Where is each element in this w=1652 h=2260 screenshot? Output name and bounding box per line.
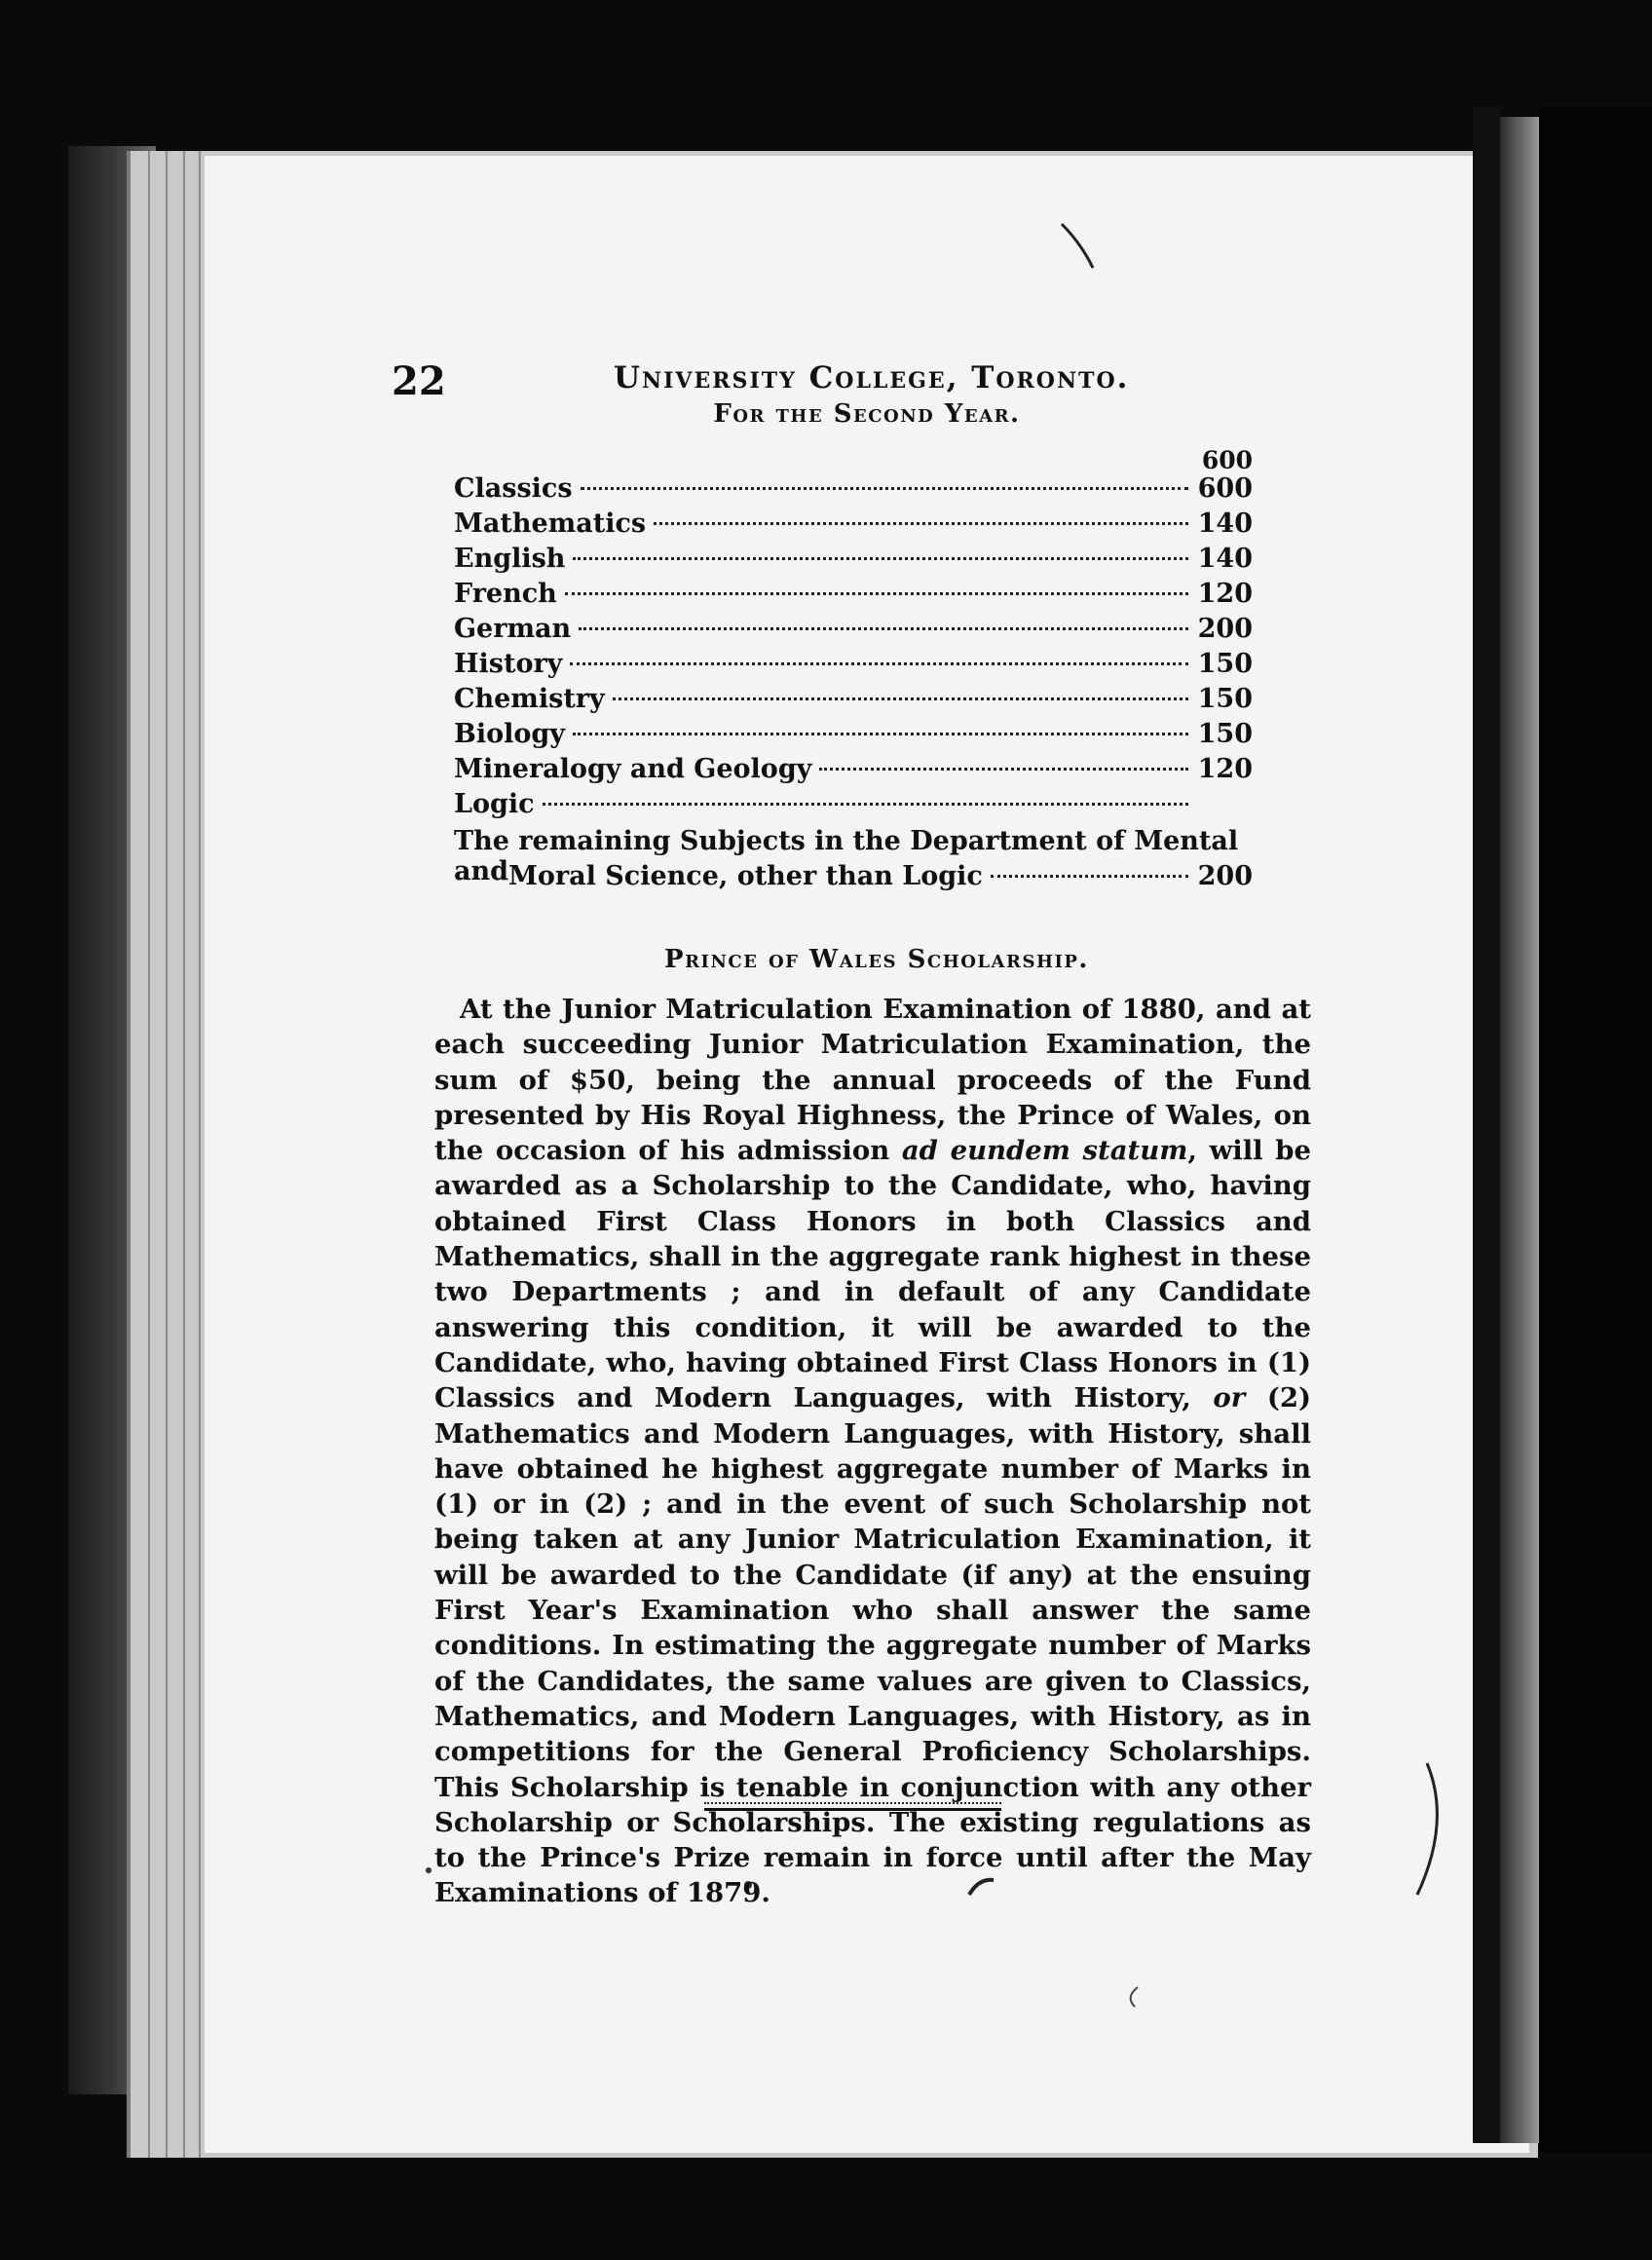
- dot-leader: [543, 803, 1188, 806]
- dot-leader: [565, 592, 1188, 595]
- marks-subject: Mineralogy and Geology: [454, 754, 812, 784]
- marks-value: 120: [1197, 754, 1253, 784]
- marks-row: [454, 544, 1253, 579]
- marks-row: [454, 579, 1253, 614]
- marks-subject: Mathematics: [454, 508, 647, 539]
- remaining-subjects-line2: Moral Science, other than Logic: [508, 861, 983, 891]
- marks-subject: Classics: [454, 473, 573, 504]
- marks-row: [454, 719, 1253, 754]
- marks-value: 600: [1197, 473, 1253, 504]
- italic-ad-eundem-statum: ad eundem statum: [901, 1135, 1188, 1167]
- dot-leader: [819, 768, 1188, 771]
- marks-row-remaining-subjects: [454, 826, 1253, 896]
- marks-subject: Chemistry: [454, 684, 605, 714]
- dot-leader: [654, 522, 1188, 525]
- marks-subject: Logic: [454, 789, 535, 819]
- paragraph-part-3: (2) Mathematics and Modern Languages, with History, shall have obtained he highest aggregate number of Marks in (1) or in (2) ; and in the event of such Scholarship not being taken at any Junior Matriculation Examination, it will be awarded to the Candidate (if any) at the ensuing First Year's Examination who shall answer the same conditions. In estimating the aggregate number of Marks of the Candidates, the same values are given to Classics, Mathematics, and Modern Languages, with History, as in competitions for the General Proficiency Scholarships. This Scholarship is tenable in conjunction with any other Scholarship or Scholarships. The existing regulations as to the Prince's Prize remain in force until after the May Examinations of 1879.: [434, 1382, 1311, 1909]
- marks-row: [454, 754, 1253, 789]
- running-head: [380, 341, 1315, 404]
- dot-leader: [579, 627, 1188, 630]
- marks-subject: English: [454, 544, 566, 574]
- paragraph-part-2: , will be awarded as a Scholarship to the Candidate, who, having obtained First Class Honors in both Classics and Mathematics, shall in the aggregate rank highest in these two Departments ; and in default of any Candidate answering this condition, it will be awarded to the Candidate, who, having obtained First Class Honors in (1) Classics and Modern Languages, with History,: [434, 1135, 1311, 1414]
- marks-row: [454, 684, 1253, 719]
- scholarship-paragraph: [434, 992, 1311, 1911]
- remaining-subjects-value: 200: [1197, 861, 1253, 891]
- marks-row: [454, 789, 1253, 824]
- marks-subject: French: [454, 579, 557, 609]
- marks-row: [454, 614, 1253, 649]
- dot-leader: [991, 875, 1188, 878]
- marks-table: [454, 446, 1253, 896]
- marks-value: 140: [1197, 544, 1253, 574]
- dot-leader: [613, 697, 1188, 700]
- paragraph-part-1: At the Junior Matriculation Examination of 1880, and at each succeeding Junior Matriculation Examination, the sum of $50, being the annual proceeds of the Fund presented by His Royal Highness, the Prince of Wales, on the occasion of his admission: [434, 994, 1311, 1167]
- marks-value: 150: [1197, 719, 1253, 749]
- prince-of-wales-heading: Prince of Wales Scholarship.: [664, 945, 1089, 974]
- marks-subject: German: [454, 614, 572, 644]
- marks-value: 150: [1197, 649, 1253, 679]
- marks-top-value: 600: [1201, 446, 1253, 474]
- dot-leader: [573, 733, 1188, 735]
- marks-subject: Biology: [454, 719, 565, 749]
- marks-value: 200: [1197, 614, 1253, 644]
- marks-subject: History: [454, 649, 563, 679]
- marks-value: 140: [1197, 508, 1253, 539]
- marks-value: 150: [1197, 684, 1253, 714]
- italic-or: or: [1213, 1382, 1246, 1414]
- page-number: 22: [392, 358, 446, 404]
- second-year-heading: For the Second Year.: [713, 399, 1021, 429]
- closing-rule: [704, 1802, 1001, 1811]
- dot-leader: [581, 487, 1188, 490]
- marks-row: [454, 473, 1253, 508]
- remaining-subjects-line1: The remaining Subjects in the Department of Mental and: [454, 826, 1239, 886]
- marks-value: 120: [1197, 579, 1253, 609]
- running-title: University College, Toronto.: [614, 360, 1130, 396]
- dot-leader: [573, 557, 1188, 560]
- page-content: [380, 341, 1315, 1911]
- marks-row: [454, 508, 1253, 544]
- dot-leader: [570, 662, 1188, 665]
- marks-row: [454, 649, 1253, 684]
